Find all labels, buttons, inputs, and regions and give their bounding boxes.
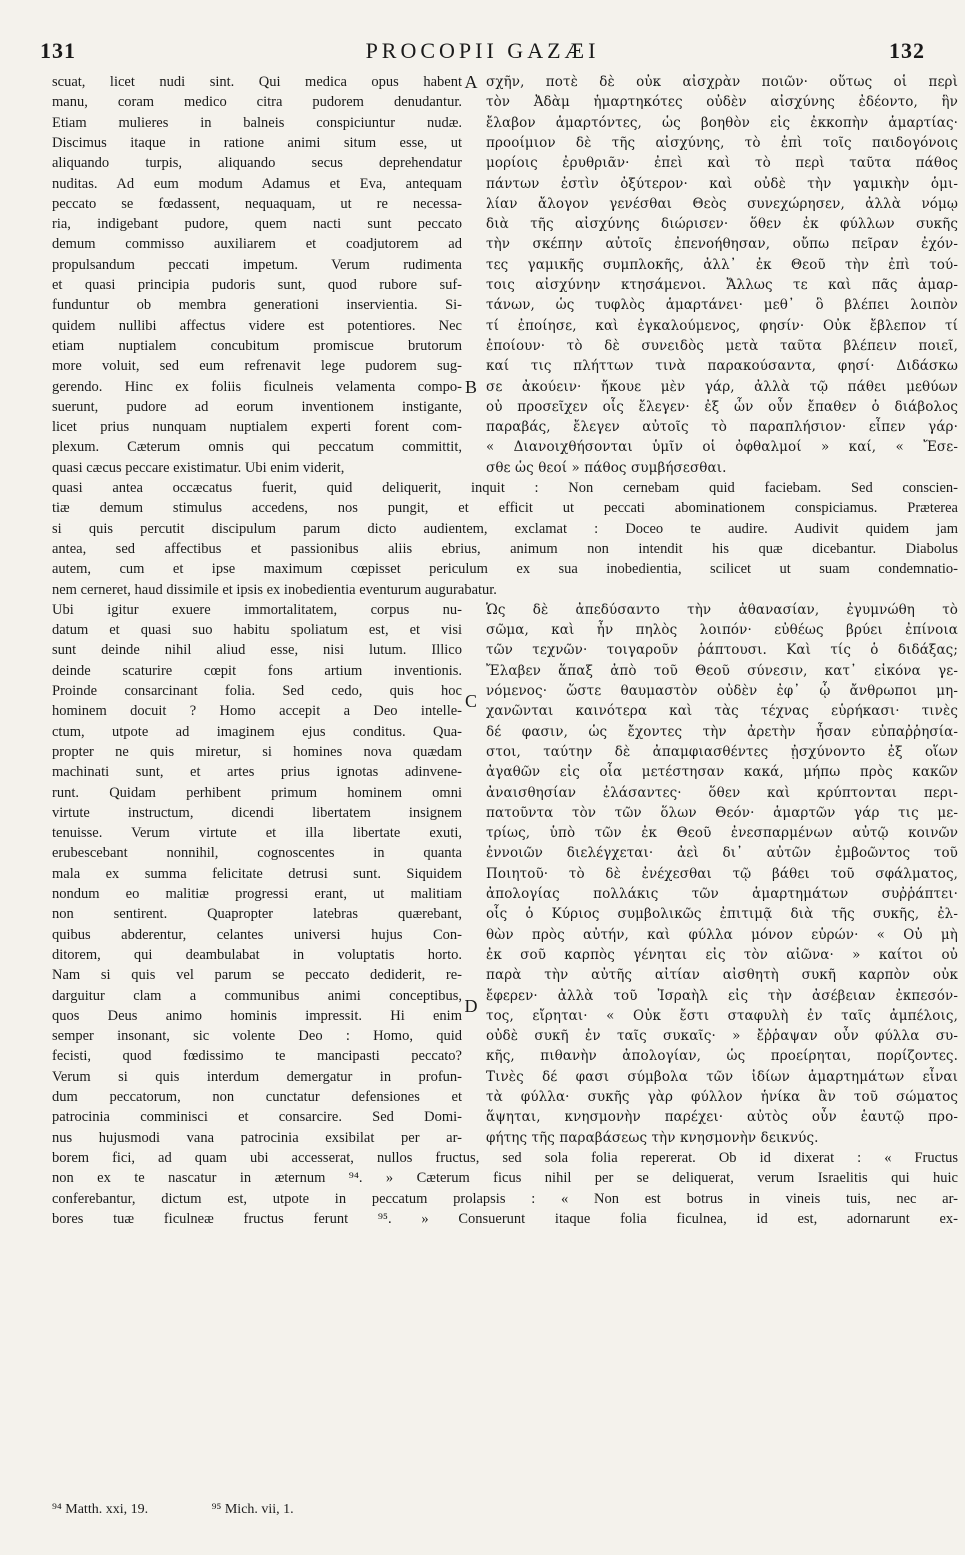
- latin-line: etiam nuptialem concubitum promiscue brutorum: [52, 337, 462, 354]
- latin-line: propulsandum peccati impetum. Verum rudimenta: [52, 256, 462, 273]
- greek-line: παρὰ τὴν αὐτῆς αἰτίαν αἰσθητὴ συκῆ καρπὸν οὐκ: [486, 967, 958, 984]
- greek-line: πάντων ἐστὶν ὀξύτερον· καὶ οὐδὲ τὴν γαμικὴν ὁμι-: [486, 175, 958, 192]
- greek-line: τὴν σκέπην αὐτοῖς ἐπενοήθησαν, οὔπω πεῖραν ἐχόν-: [486, 236, 958, 253]
- greek-line: καί τις πλήττων τινὰ παρακούσαντα, φησί· Διδάσκω: [486, 358, 958, 375]
- greek-line: οὐ προσεῖχεν οἷς ἔλεγεν· ἐξ ὧν οὖν ἔπαθεν ὁ διάβολος: [486, 398, 958, 415]
- latin-line: Proinde consarcinant folia. Sed cedo, quis hoc: [52, 683, 462, 699]
- running-title: PROCOPII GAZÆI: [365, 38, 600, 63]
- page-number-left: 131: [40, 38, 76, 63]
- footnote-94: ⁹⁴ Matth. xxi, 19.: [52, 1502, 149, 1517]
- column-marker: A: [464, 72, 478, 92]
- greek-line: σχῆν, ποτὲ δὲ οὐκ αἰσχρὰν ποιῶν· οὕτως οἱ περὶ: [486, 74, 958, 90]
- latin-line: et quasi principia pudoris sunt, quod rubore suf-: [52, 277, 462, 293]
- greek-line: « Διανοιχθήσονται ὑμῖν οἱ ὀφθαλμοί » καί, « Ἔσε-: [486, 439, 958, 456]
- latin-line: quos Deus animo hominis impressit. Hi enim: [52, 1007, 462, 1024]
- latin-line: aliquando turpis, aliquando secus deprehendatur: [52, 155, 462, 172]
- latin-line: Etiam mulieres in balneis conspiciuntur nudæ.: [52, 114, 462, 131]
- column-marker: B: [464, 376, 477, 397]
- greek-line: Ἔλαβεν ἅπαξ ἀπὸ τοῦ Θεοῦ σύνεσιν, κατ᾽ εἰκόνα γε-: [486, 662, 958, 679]
- latin-line: non sentirent. Quapropter latebras quærebant,: [52, 906, 462, 923]
- latin-line: semper insonant, sic volente Deo : Homo, quid: [52, 1028, 462, 1045]
- greek-line: τὰ φύλλα· συκῆς γὰρ φύλλον ἡνίκα ἂν τοῦ σώματος: [486, 1089, 958, 1105]
- greek-line: ἐποίουν· τὸ δὲ συνειδὸς μετὰ ταῦτα βλέπειν ποιεῖ,: [486, 337, 958, 354]
- latin-line: nus hujusmodi vana patrocinia exsibilat per ar-: [52, 1129, 462, 1146]
- greek-line: στοι, ταύτην δὲ ἀπαμφιασθέντες ᾐσχύνοντο ἐξ οἵων: [486, 743, 958, 760]
- page-number-right: 132: [889, 38, 925, 63]
- latin-line: nondum eo malitiæ progressi erant, ut malitiam: [52, 886, 462, 902]
- greek-line: τρίως, ὑπὸ τῶν ἐκ Θεοῦ ἐνεσπαρμένων αὐτῷ κοινῶν: [486, 825, 958, 842]
- footnotes: [52, 1502, 354, 1518]
- latin-line: Discimus itaque in ratione animi situm esse, ut: [52, 134, 462, 151]
- greek-line: προοίμιον δὲ τῆς αἰσχύνης, τὸ ἐπὶ τοῖς παιδογόνοις: [486, 134, 958, 151]
- latin-line: quasi cæcus peccare existimatur. Ubi enim viderit,: [52, 459, 345, 476]
- greek-line: χανῶνται καινότερα καὶ τὰς τέχνας εὑρήκασι· τινὲς: [486, 703, 958, 720]
- latin-line: deinde scaturire cœpit fons artium inventionis.: [52, 662, 462, 679]
- footnote-95: ⁹⁵ Mich. vii, 1.: [211, 1502, 294, 1517]
- greek-line: δέ φασιν, ὡς ἔχοντες τὴν ἀρετὴν ἦσαν εὐπαῤῥησία-: [486, 723, 958, 740]
- latin-full-line: non ex te nascatur in æternum ⁹⁴. » Cæterum ficus nihil per se deliquerat, verum Israelitis qui huic: [52, 1170, 958, 1187]
- greek-line: ἀναισθησίαν ἐλάσαντες· ὅθεν καὶ κρύπτονται περι-: [486, 784, 958, 801]
- greek-line: νόμενος· ὥστε θαυμαστὸν οὐδὲν ἐφ᾽ ᾧ ἄνθρωποι μη-: [486, 683, 958, 699]
- greek-line: σῶμα, καὶ ἦν πηλὸς λοιπόν· εὐθέως βρύει ἐπίνοια: [486, 622, 958, 639]
- latin-line: runt. Quidam perhibent primum hominem omni: [52, 784, 462, 801]
- greek-line: ἔλαβον ἁμαρτόντες, ὡς βοηθὸν εἰς ἐκκοπὴν ἁμαρτίας·: [486, 114, 958, 131]
- latin-full-line: antea, sed affectibus et passionibus aliis ebrius, animum non intendit his quæ dicebantur. Diabolus: [52, 540, 958, 557]
- greek-line: ἀγαθῶν εἰς οἷα μετέστησαν κακά, μήπω πρὸς κακῶν: [486, 764, 958, 781]
- greek-line: τάνων, ὡς τυφλὸς ἁμαρτάνει· μεθ᾽ ὃ βλέπει λοιπὸν: [486, 297, 958, 314]
- greek-line: ἀπολογίας πολλάκις τῶν ἁμαρτημάτων συῤῥάπτει·: [486, 886, 958, 902]
- latin-line: datum et quasi suo habitu spoliatum est, et visi: [52, 622, 462, 639]
- latin-full-line: borem fici, ad quam ubi accesserat, nullos fructus, sed sola folia repererat. Ob id dixerat : « Fructus: [52, 1149, 958, 1166]
- greek-line: ἔφερεν· ἀλλὰ τοῦ Ἰσραὴλ εἰς τὴν ἀσέβειαν ἐκπεσόν-: [486, 987, 958, 1004]
- latin-full-line: conferebantur, dictum est, utpote in peccatum prolapsis : « Non est botrus in vineis tuis, nec ar-: [52, 1190, 958, 1207]
- latin-full-line: si quis percutit discipulum parum dicto audientem, exclamat : Doceo te audire. Audivit quidem jam: [52, 520, 958, 537]
- latin-line: peccato se fœdassent, nequaquam, ut re necessa-: [52, 195, 462, 212]
- latin-line: machinati sunt, et artes prius ignotas adinvene-: [52, 764, 462, 781]
- greek-line: τῶν τεχνῶν· τοιγαροῦν ῥάπτουσι. Καὶ τίς ὁ διδάξας;: [486, 642, 958, 659]
- greek-line: κῆς, πιθανὴν ἀπολογίαν, ὡς προείρηται, πορίζοντες.: [486, 1048, 958, 1065]
- latin-line: Ubi igitur exuere immortalitatem, corpus nu-: [52, 601, 462, 618]
- latin-full-line: tiæ demum stimulus accedens, nos pungit, et efficit ut peccati abominationem conspiciamus. Præterea: [52, 500, 958, 517]
- latin-full-line: bores tuæ ficulneæ fructus ferunt ⁹⁵. » Consuerunt itaque folia ficulnea, id est, adornarunt ex-: [52, 1210, 958, 1227]
- column-marker: C: [464, 691, 477, 712]
- latin-line: propter ne quis miretur, si homines nova quædam: [52, 743, 462, 760]
- greek-line: οἷς ὁ Κύριος συμβολικῶς ἐπιτιμᾷ διὰ τῆς συκῆς, ἐλ-: [486, 906, 958, 923]
- greek-line: διὰ τῆς αἰσχύνης διώρισεν· ὅθεν ἐκ φύλλων συκῆς: [486, 216, 958, 233]
- running-header: [40, 38, 925, 68]
- latin-line: Verum si quis interdum demergatur in profun-: [52, 1068, 462, 1085]
- greek-line: τες γαμικῆς συμπλοκῆς, ἀλλ᾽ ἐκ Θεοῦ τὴν ἐπὶ τού-: [486, 256, 958, 273]
- greek-line: Ὡς δὲ ἀπεδύσαντο τὴν ἀθανασίαν, ἐγυμνώθη τὸ: [486, 601, 958, 618]
- latin-line: ditorem, qui deambulabat in voluptatis horto.: [52, 946, 462, 963]
- column-marker: D: [464, 995, 478, 1016]
- greek-line: μορίοις ἐρυθριᾶν· ἐπεὶ καὶ τὸ περὶ ταῦτα πάθος: [486, 155, 958, 172]
- greek-line: Τινὲς δέ φασι σύμβολα τῶν ἰδίων ἁμαρτημάτων εἶναι: [486, 1068, 958, 1085]
- latin-line: nuditas. Ad eum modum Adamus et Eva, antequam: [52, 175, 462, 192]
- latin-line: manu, coram medico citra pudorem denudantur.: [52, 94, 462, 111]
- greek-line: πατοῦντα τὸν τῶν ὅλων Θεόν· ἁμαρτῶν γάρ τις με-: [486, 804, 958, 821]
- greek-line: Ποιητοῦ· τὸ δὲ ἐνέχεσθαι τῷ βάθει τοῦ σφάλματος,: [486, 865, 958, 882]
- latin-line: fecisti, quod fœdissimo te mancipasti peccato?: [52, 1048, 462, 1065]
- greek-line: τος, εἴρηται· « Οὐκ ἔστι σταφυλὴ ἐν ταῖς ἀμπέλοις,: [486, 1007, 958, 1024]
- latin-line: funduntur ob membra generationi inservientia. Si-: [52, 297, 462, 314]
- greek-line: θὼν πρὸς αὐτήν, καὶ φύλλα μόνον εὑρών· « Οὐ μὴ: [486, 926, 958, 943]
- greek-line: λίαν ἄλογον γενέσθαι Θεὸς συνεχώρησεν, ἀλλὰ νόμῳ: [486, 195, 958, 212]
- latin-full-line: autem, cum et ipse maximum cœpisset periculum ex sua inobedientia, scilicet ut suam condemnatio-: [52, 561, 958, 578]
- greek-line: σθε ὡς θεοί » πάθος συμβήσεσθαι.: [486, 459, 727, 476]
- latin-line: ctum, utpote ad imaginem ejus conditus. Qua-: [52, 723, 462, 740]
- latin-line: dum peccatorum, non cunctatur defensiones et: [52, 1089, 462, 1105]
- greek-line: παραβάς, ἔλεγεν αὐτοῖς τὸ παραπλήσιον· εἶπεν γάρ·: [486, 419, 958, 436]
- latin-line: ria, indigebant pudore, quem nacti sunt peccato: [52, 216, 462, 233]
- latin-line: plexum. Cæterum omnis qui peccatum committit,: [52, 439, 462, 456]
- latin-line: tenuisse. Verum virtute et illa libertate exuti,: [52, 825, 462, 842]
- latin-line: Nam si quis vel parum se peccato dediderit, re-: [52, 967, 462, 984]
- latin-line: scuat, licet nudi sint. Qui medica opus habent: [52, 74, 462, 90]
- greek-line: ἐκ σοῦ καρπὸς γένηται εἰς τὸν αἰῶνα· » καίτοι οὐ: [486, 946, 958, 963]
- latin-line: suerunt, pudore ad eorum inventionem instigante,: [52, 398, 462, 415]
- latin-line: gerendo. Hinc ex foliis ficulneis velamenta compo-: [52, 378, 462, 395]
- greek-line: σε ἀκούειν· ἤκουε μὲν γάρ, ἀλλὰ τῷ πάθει μεθύων: [486, 378, 958, 395]
- latin-line: more voluit, sed eum refrenavit lege pudorem sug-: [52, 358, 462, 375]
- latin-line: mala ex summa felicitate detrusi sunt. Siquidem: [52, 865, 462, 882]
- latin-line: licet prius nunquam nuptialem experti forent com-: [52, 419, 462, 436]
- latin-line: sunt deinde nihil aliud esse, nisi lutum. Illico: [52, 642, 462, 659]
- latin-line: patrocinia comminisci et consarcire. Sed Domi-: [52, 1109, 462, 1126]
- latin-line: quidem nullibi affectus videre est potentiores. Nec: [52, 317, 462, 334]
- greek-line: ἅψηται, κνησμονὴν παρέχει· αὐτὸς οὖν ἑαυτῷ προ-: [486, 1109, 958, 1126]
- greek-line: φήτης τῆς παραβάσεως τὴν κνησμονὴν δεικνύς.: [486, 1129, 819, 1146]
- latin-line: quibus abderentur, celantes universi hujus Con-: [52, 926, 462, 943]
- latin-full-line: quasi antea occæcatus fuerit, quid deliquerit, inquit : Non cernebam quid faciebam. Sed conscien-: [52, 480, 958, 496]
- latin-line: darguitur clam a communibus animi conceptibus,: [52, 987, 462, 1004]
- latin-line: virtute instructum, dicendi libertatem insignem: [52, 804, 462, 821]
- latin-line: demum commisso auxiliarem et coadjutorem ad: [52, 236, 462, 253]
- greek-line: οὐδὲ συκῆ ἐν ταῖς συκαῖς· » ἔῤῥαψαν οὖν φύλλα συ-: [486, 1028, 958, 1045]
- greek-line: τοις αἰσχύνην κτησάμενοι. Ἄλλως τε καὶ πᾶς ἁμαρ-: [486, 277, 958, 293]
- latin-full-line: nem cerneret, haud dissimile et ipsis ex inobedientia eventurum augurabatur.: [52, 581, 497, 598]
- latin-line: hominem docuit ? Homo accepit a Deo intelle-: [52, 703, 462, 720]
- latin-line: erubescebant nonnihil, cognoscentes in quanta: [52, 845, 462, 862]
- greek-line: τὸν Ἀδὰμ ἡμαρτηκότες οὐδὲν αἰσχύνης ἐδέοντο, ἣν: [486, 94, 958, 111]
- greek-line: τί ἐποίησε, καὶ ἐγκαλούμενος, φησίν· Οὐκ ἔβλεπον τί: [486, 317, 958, 334]
- greek-line: ἐννοιῶν διελέγχεται· ἀεὶ δι᾽ αὐτῶν ἐμβοῶντος τοῦ: [486, 845, 958, 862]
